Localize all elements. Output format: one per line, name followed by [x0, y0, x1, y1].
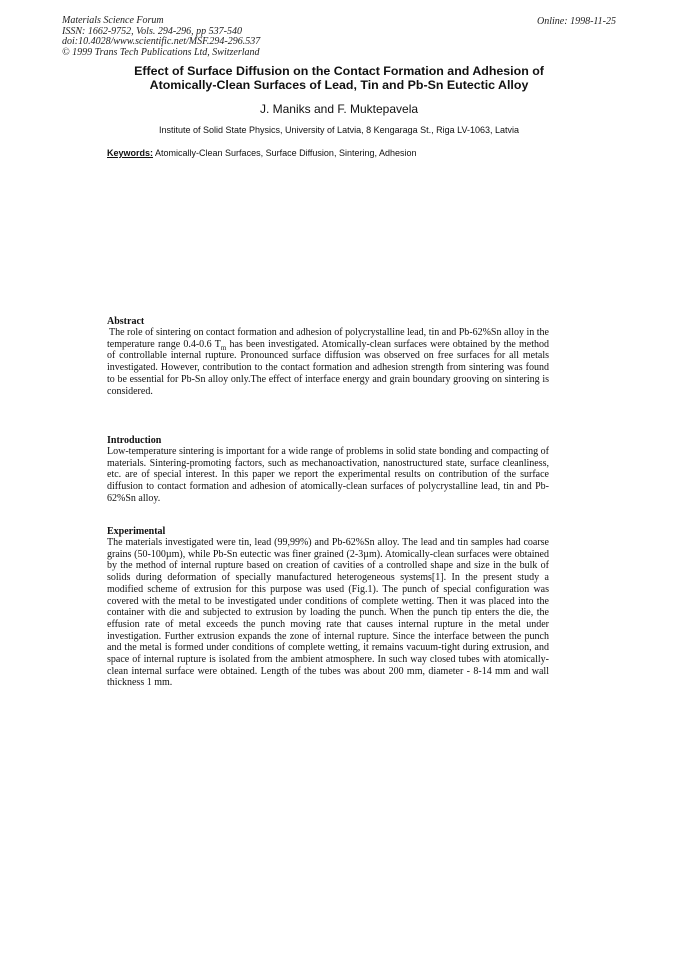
title-line-2: Atomically-Clean Surfaces of Lead, Tin and Pb-Sn Eutectic Alloy	[149, 78, 529, 92]
introduction-heading: Introduction	[107, 435, 162, 446]
paper-title	[90, 64, 588, 92]
title-line-1: Effect of Surface Diffusion on the Contact Formation and Adhesion of	[134, 64, 544, 78]
abstract-section	[107, 316, 549, 397]
keywords	[107, 148, 417, 158]
issn-line: ISSN: 1662-9752, Vols. 294-296, pp 537-540	[62, 25, 242, 37]
abstract-text-part-2: has been investigated. Atomically-clean surfaces were obtained by the method of controllable internal rupture. Pronounced surface diffusion was observed on free surfaces for all metals investigated. However, contribution to the contact formation and adhesion strength from sintering was found to be essential for Pb-Sn alloy only.The effect of interface energy and grain boundary grooving on sintering is considered.	[107, 338, 549, 397]
authors: J. Maniks and F. Muktepavela	[259, 102, 419, 116]
abstract-heading: Abstract	[107, 316, 145, 327]
experimental-text: The materials investigated were tin, lead (99,99%) and Pb-62%Sn alloy. The lead and tin samples had coarse grains (50-100µm), while Pb-Sn eutectic was finer grained (2-3µm). Atomically-clean surfaces were obtained by the method of internal rupture based on creation of cavities of a controlled shape and size in the bulk of solids during deformation of specially manufactured heterogeneous systems[1]. In the present study a modified scheme of extrusion for this purpose was used (Fig.1). The punch of special configuration was covered with the metal to be investigated under conditions of complete wetting. Then it was placed into the container with die and subjected to extrusion by loading the punch. When the punch tip enters the die, the effusion rate of metal exceeds the punch moving rate that causes internal rupture in the metal under investigation. Further extrusion expands the zone of internal rupture. Since the interface between the punch and the metal is formed under conditions of complete wetting, it remains vacuum-tight during extrusion, and space of internal rupture is isolated from the ambient atmosphere. In such way closed tubes with atomically-clean internal surface were obtained. Length of the tubes was about 200 mm, diameter - 8-14 mm and wall thickness 1 mm.	[107, 537, 549, 689]
abstract-text	[107, 327, 549, 397]
introduction-section	[107, 435, 549, 505]
publication-meta	[62, 16, 260, 58]
keywords-label: Keywords:	[107, 148, 154, 158]
experimental-section	[107, 526, 549, 689]
copyright-line: © 1999 Trans Tech Publications Ltd, Switzerland	[62, 46, 260, 58]
introduction-text: Low-temperature sintering is important for a wide range of problems in solid state bonding and compacting of materials. Sintering-promoting factors, such as mechanoactivation, nanostructured state, surface cleanliness, etc. are of special interest. In this paper we report the experimental results on contribution of the surface diffusion to contact formation and adhesion of atomically-clean surfaces of polycrystalline lead, tin and Pb-62%Sn alloy.	[107, 446, 549, 504]
journal-name: Materials Science Forum	[62, 15, 164, 26]
abstract-text-part-1: The role of sintering on contact formation and adhesion of polycrystalline lead, tin and Pb-62%Sn alloy in the temperature range 0.4-0.6 T	[107, 327, 549, 350]
doi-line: doi:10.4028/www.scientific.net/MSF.294-296.537	[62, 36, 261, 47]
abstract-subscript: m	[220, 343, 227, 352]
online-date: Online: 1998-11-25	[537, 16, 616, 27]
affiliation: Institute of Solid State Physics, University of Latvia, 8 Kengaraga St., Riga LV-1063, Latvia	[158, 125, 520, 135]
keywords-list: Atomically-Clean Surfaces, Surface Diffusion, Sintering, Adhesion	[155, 148, 417, 158]
experimental-heading: Experimental	[107, 526, 166, 537]
